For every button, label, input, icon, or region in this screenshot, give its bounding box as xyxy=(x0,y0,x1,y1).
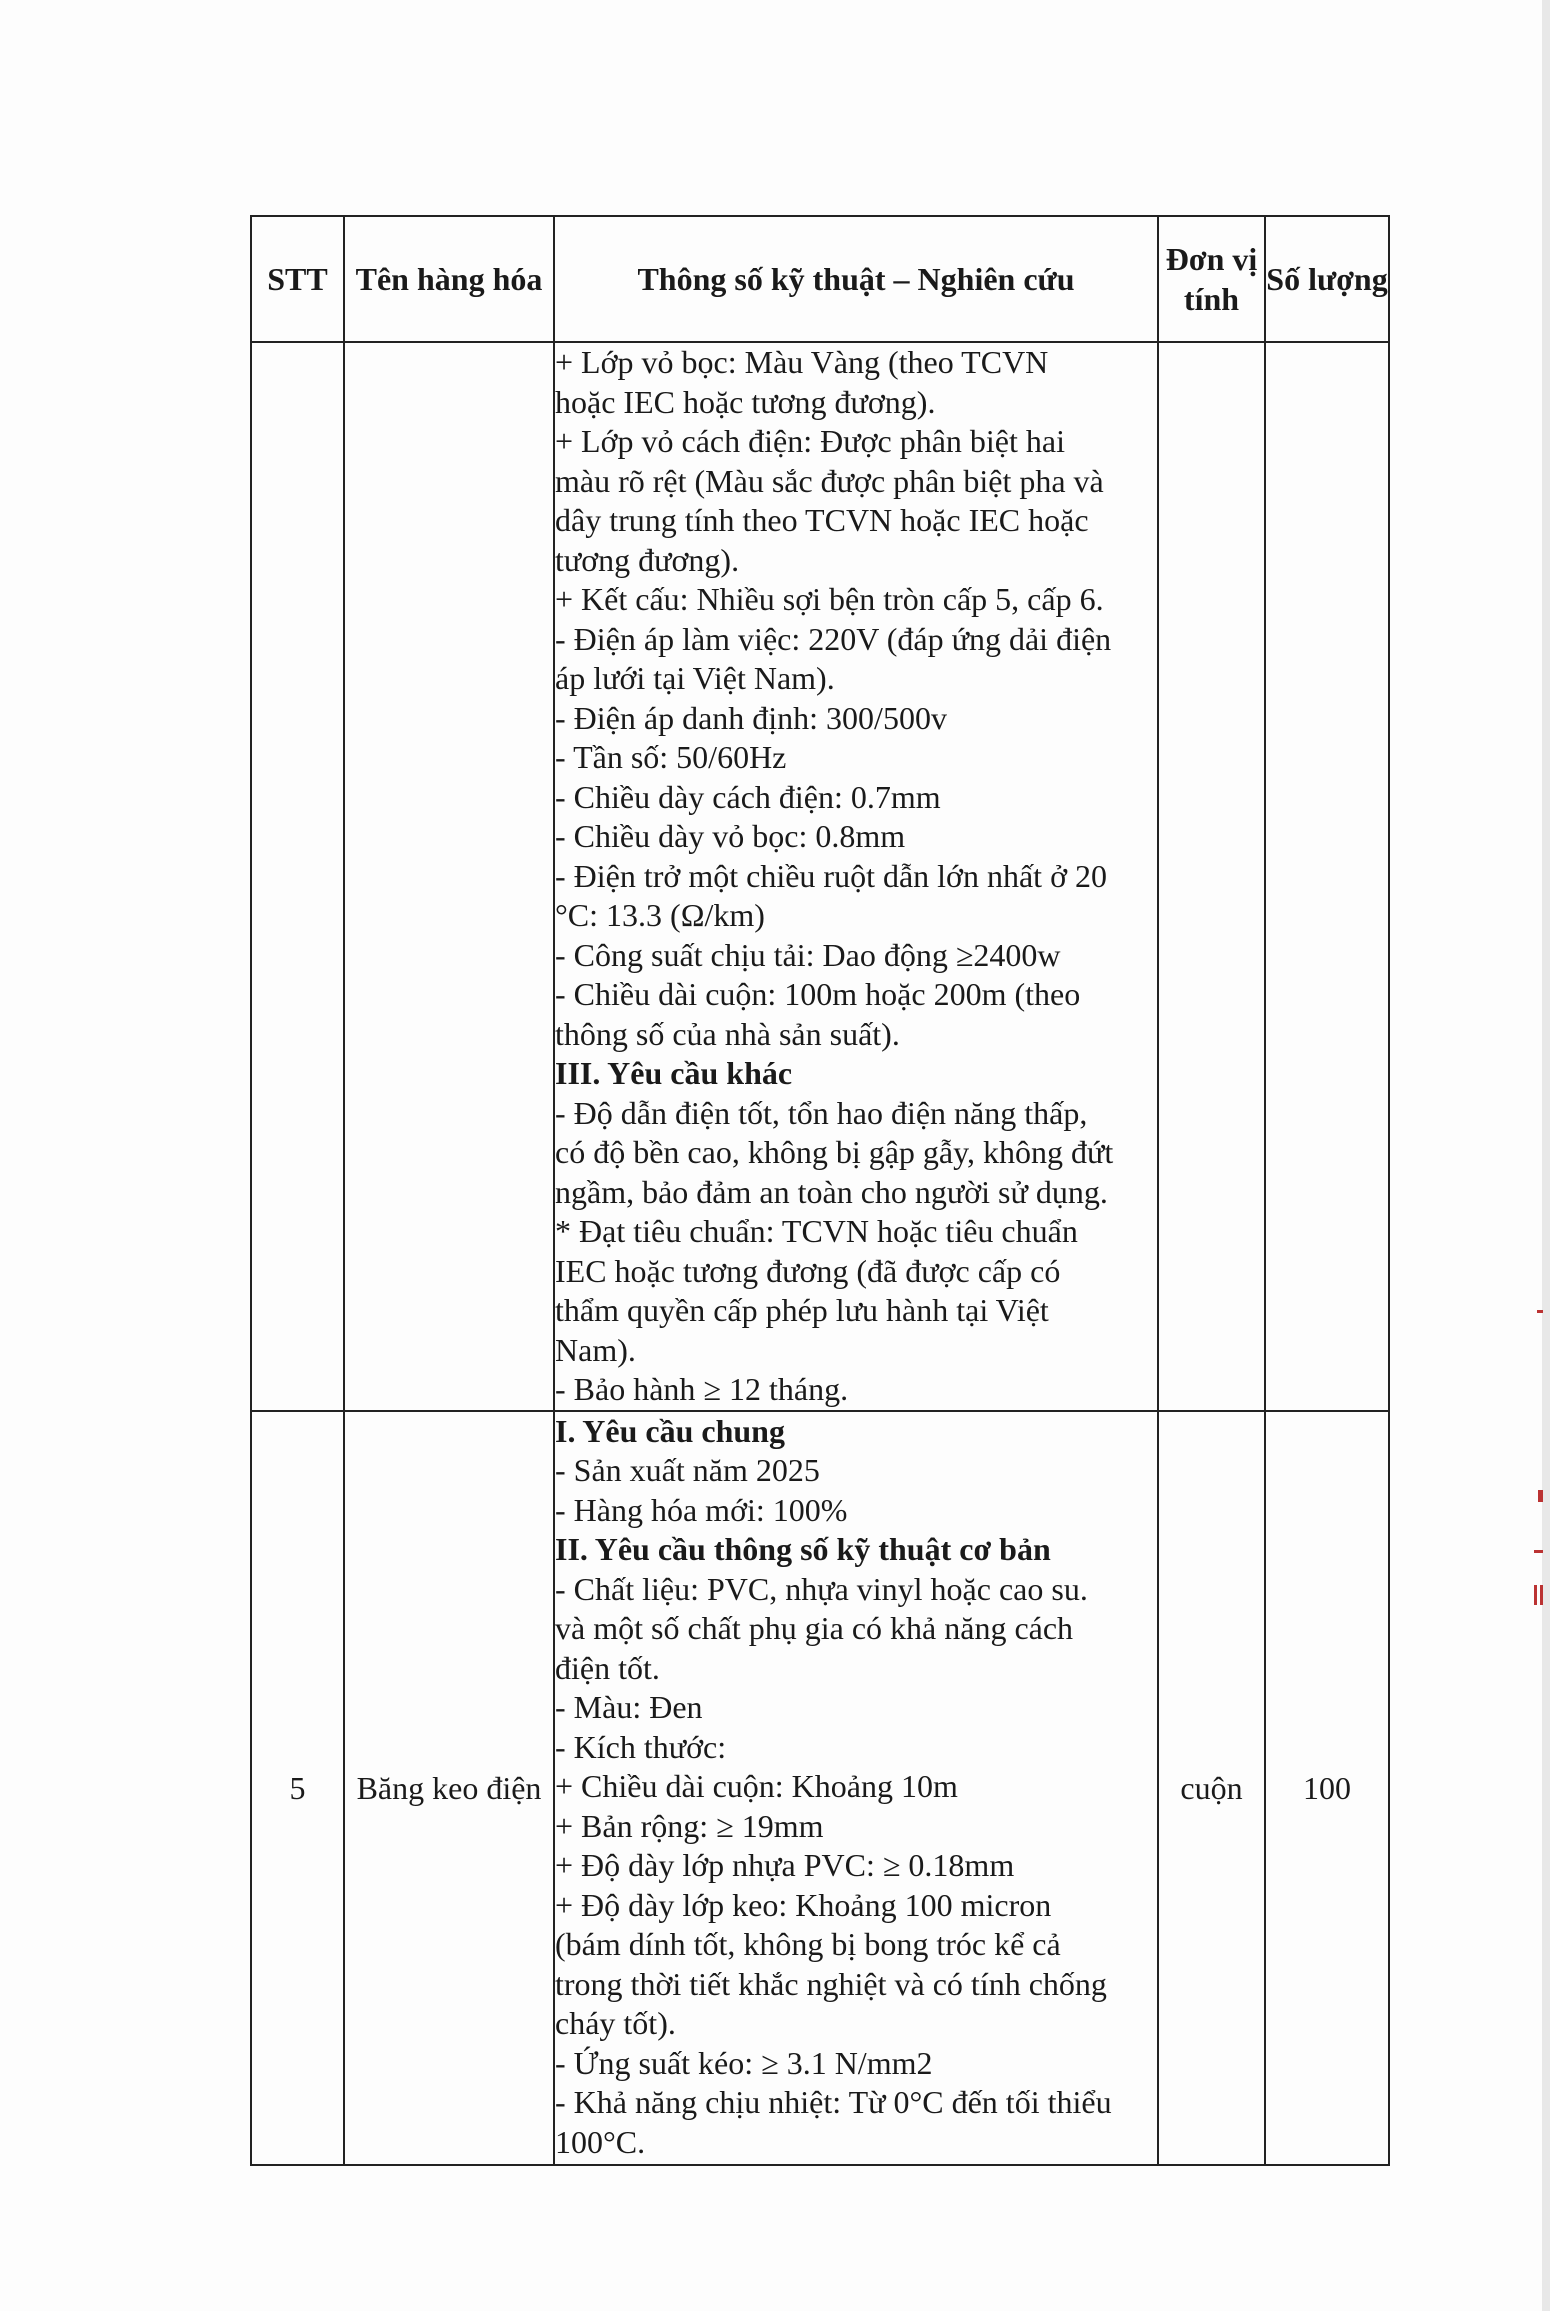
spec-line: + Chiều dài cuộn: Khoảng 10m xyxy=(555,1768,958,1804)
spec-line: - Chiều dày cách điện: 0.7mm xyxy=(555,778,941,815)
spec-line: thông số của nhà sản suất). xyxy=(555,1015,900,1052)
cell-unit xyxy=(1158,342,1265,1411)
scan-mark xyxy=(1538,1490,1543,1502)
spec-line: + Lớp vỏ bọc: Màu Vàng (theo TCVN xyxy=(555,344,1049,380)
spec-line: * Đạt tiêu chuẩn: TCVN hoặc tiêu chuẩn xyxy=(555,1213,1078,1249)
spec-line: điện tốt. xyxy=(555,1649,660,1686)
spec-line: - Hàng hóa mới: 100% xyxy=(555,1491,848,1528)
spec-line: - Màu: Đen xyxy=(555,1689,703,1725)
spec-line: + Lớp vỏ cách điện: Được phân biệt hai xyxy=(555,423,1065,459)
spec-line: 100°C. xyxy=(555,2123,646,2160)
spec-line: hoặc IEC hoặc tương đương). xyxy=(555,383,936,420)
spec-line: dây trung tính theo TCVN hoặc IEC hoặc xyxy=(555,502,1089,538)
spec-line: IEC hoặc tương đương (đã được cấp có xyxy=(555,1252,1061,1289)
spec-line: - Ứng suất kéo: ≥ 3.1 N/mm2 xyxy=(555,2044,933,2081)
spec-line: - Điện áp làm việc: 220V (đáp ứng dải điện xyxy=(555,620,1112,657)
header-stt: STT xyxy=(251,216,344,342)
table-row-continued xyxy=(251,342,1389,1411)
spec-line: - Điện trở một chiều ruột dẫn lớn nhất ở 20 xyxy=(555,857,1107,894)
spec-line: + Bản rộng: ≥ 19mm xyxy=(555,1807,824,1844)
spec-line: thẩm quyền cấp phép lưu hành tại Việt xyxy=(555,1292,1049,1328)
spec-line: - Chiều dày vỏ bọc: 0.8mm xyxy=(555,818,906,854)
specification-table xyxy=(250,215,1390,2166)
spec-line: + Độ dày lớp nhựa PVC: ≥ 0.18mm xyxy=(555,1847,1015,1883)
cell-quantity: 100 xyxy=(1265,1411,1389,2165)
header-spec: Thông số kỹ thuật – Nghiên cứu xyxy=(554,216,1158,342)
cell-stt: 5 xyxy=(251,1411,344,2165)
spec-line: - Điện áp danh định: 300/500v xyxy=(555,699,947,736)
header-quantity: Số lượng xyxy=(1265,216,1389,342)
spec-line: - Chiều dài cuộn: 100m hoặc 200m (theo xyxy=(555,976,1081,1012)
spec-line: + Độ dày lớp keo: Khoảng 100 micron xyxy=(555,1886,1052,1923)
cell-quantity xyxy=(1265,342,1389,1411)
table-row-5 xyxy=(251,1411,1389,2165)
spec-line: - Kích thước: xyxy=(555,1728,727,1765)
spec-line: Nam). xyxy=(555,1331,636,1368)
spec-line: cháy tốt). xyxy=(555,2005,676,2041)
spec-line: ngầm, bảo đảm an toàn cho người sử dụng. xyxy=(555,1173,1108,1210)
spec-line: - Bảo hành ≥ 12 tháng. xyxy=(555,1371,849,1407)
scan-mark xyxy=(1534,1550,1543,1553)
table-header-row xyxy=(251,216,1389,342)
spec-line: (bám dính tốt, không bị bong tróc kể cả xyxy=(555,1926,1061,1962)
spec-section-heading: II. Yêu cầu thông số kỹ thuật cơ bản xyxy=(555,1531,1051,1567)
spec-section-heading: III. Yêu cầu khác xyxy=(555,1055,793,1091)
scan-mark xyxy=(1537,1310,1543,1313)
spec-lines xyxy=(555,1412,1157,2163)
scan-edge-shadow xyxy=(1542,0,1550,2311)
spec-line: °C: 13.3 (Ω/km) xyxy=(555,897,765,933)
cell-spec xyxy=(554,342,1158,1411)
spec-line: - Tần số: 50/60Hz xyxy=(555,739,787,775)
spec-line: + Kết cấu: Nhiều sợi bện tròn cấp 5, cấp 6. xyxy=(555,581,1104,617)
spec-line: có độ bền cao, không bị gập gẫy, không đứt xyxy=(555,1134,1114,1170)
cell-item-name: Băng keo điện xyxy=(344,1411,554,2165)
spec-line: và một số chất phụ gia có khả năng cách xyxy=(555,1610,1074,1646)
spec-section-heading: I. Yêu cầu chung xyxy=(555,1412,785,1449)
spec-line: - Chất liệu: PVC, nhựa vinyl hoặc cao su. xyxy=(555,1570,1088,1607)
spec-line: áp lưới tại Việt Nam). xyxy=(555,660,835,696)
spec-line: trong thời tiết khắc nghiệt và có tính chống xyxy=(555,1965,1107,2002)
scan-mark xyxy=(1540,1585,1543,1605)
cell-unit: cuộn xyxy=(1158,1411,1265,2165)
spec-line: - Sản xuất năm 2025 xyxy=(555,1452,820,1488)
scan-mark xyxy=(1534,1585,1537,1605)
spec-line: - Công suất chịu tải: Dao động ≥2400w xyxy=(555,936,1061,973)
cell-spec xyxy=(554,1411,1158,2165)
spec-line: màu rõ rệt (Màu sắc được phân biệt pha và xyxy=(555,462,1104,499)
cell-stt xyxy=(251,342,344,1411)
header-item-name: Tên hàng hóa xyxy=(344,216,554,342)
header-unit: Đơn vị tính xyxy=(1158,216,1265,342)
spec-lines xyxy=(555,343,1157,1410)
spec-line: - Độ dẫn điện tốt, tổn hao điện năng thấp, xyxy=(555,1094,1088,1131)
spec-line: - Khả năng chịu nhiệt: Từ 0°C đến tối thiểu xyxy=(555,2084,1112,2120)
cell-item-name xyxy=(344,342,554,1411)
spec-line: tương đương). xyxy=(555,541,740,578)
